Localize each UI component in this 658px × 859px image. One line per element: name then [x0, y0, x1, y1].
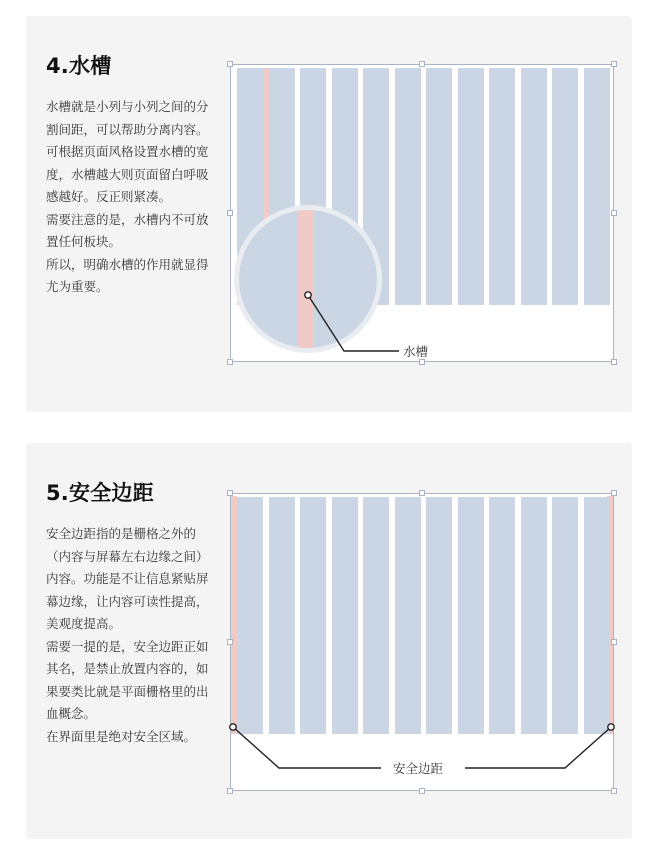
- gutter-callout-dot: [305, 292, 311, 298]
- safe-margin-section-card: [26, 443, 632, 839]
- safe-margin-paragraph-2: 需要一提的是，安全边距正如其名，是禁止放置内容的，如果要类比就是平面栅格里的出血概念。: [46, 638, 209, 721]
- left-margin-callout-dot: [230, 724, 236, 730]
- gutter-frame-resize-handle: [611, 210, 617, 216]
- safe-margin-callout-diagram: [231, 494, 615, 792]
- gutter-paragraph-4: 所以，明确水槽的作用就显得尤为重要。: [46, 256, 209, 294]
- right-margin-callout-line: [465, 727, 611, 768]
- safe-margin-frame-resize-handle: [611, 490, 617, 496]
- safe-margin-frame-resize-handle: [419, 490, 425, 496]
- gutter-section-card: [26, 16, 632, 412]
- left-margin-callout-line: [233, 727, 381, 768]
- safe-margin-section-title: 5.安全边距: [46, 481, 154, 505]
- safe-margin-frame-resize-handle: [227, 639, 233, 645]
- gutter-callout-label: 水槽: [403, 344, 429, 359]
- gutter-magnifier-diagram: [231, 65, 615, 363]
- gutter-paragraph-2: 可根据页面风格设置水槽的宽度，水槽越大则页面留白呼吸感越好。反正则紧凑。: [46, 144, 209, 204]
- safe-margin-frame-resize-handle: [227, 788, 233, 794]
- safe-margin-section-body: [46, 523, 211, 748]
- safe-margin-paragraph-3: 在界面里是绝对安全区域。: [46, 728, 197, 744]
- gutter-paragraph-1: 水槽就是小列与小列之间的分割间距，可以帮助分离内容。: [46, 99, 209, 137]
- gutter-frame-resize-handle: [611, 61, 617, 67]
- right-margin-callout-dot: [608, 724, 614, 730]
- gutter-paragraph-3: 需要注意的是，水槽内不可放置任何板块。: [46, 211, 209, 249]
- safe-margin-frame-resize-handle: [611, 639, 617, 645]
- gutter-frame-resize-handle: [419, 61, 425, 67]
- safe-margin-grid-illustration: [230, 493, 614, 791]
- gutter-frame-resize-handle: [611, 359, 617, 365]
- gutter-frame-resize-handle: [227, 359, 233, 365]
- safe-margin-frame-resize-handle: [227, 490, 233, 496]
- safe-margin-paragraph-1: 安全边距指的是栅格之外的（内容与屏幕左右边缘之间）内容。功能是不让信息紧贴屏幕边缘，让内容可读性提高，美观度提高。: [46, 526, 209, 631]
- gutter-frame-resize-handle: [227, 61, 233, 67]
- gutter-frame-resize-handle: [227, 210, 233, 216]
- safe-margin-callout-label: 安全边距: [387, 759, 449, 777]
- gutter-grid-illustration: [230, 64, 614, 362]
- magnified-gutter-strip: [297, 205, 314, 355]
- safe-margin-frame-resize-handle: [611, 788, 617, 794]
- gutter-section-body: [46, 96, 211, 299]
- safe-margin-frame-resize-handle: [419, 788, 425, 794]
- gutter-section-title: 4.水槽: [46, 54, 112, 78]
- gutter-frame-resize-handle: [419, 359, 425, 365]
